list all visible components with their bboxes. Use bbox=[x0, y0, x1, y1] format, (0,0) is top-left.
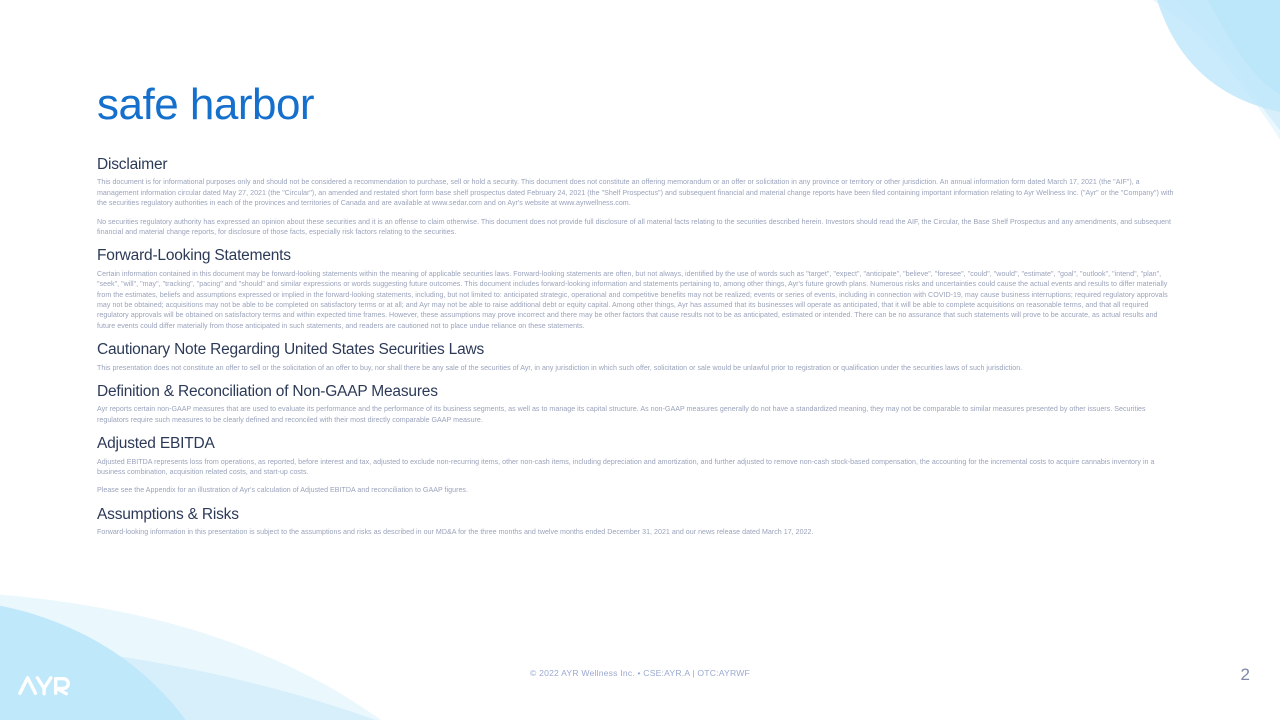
section-paragraph: This presentation does not constitute an offer to sell or the solicitation of an offer to buy, nor shall there be any sale of the securities of Ayr, in any jurisdiction in which such offer, solicitation or sale would be unlawful prior to registration or qualification under the securities laws of such jurisdiction. bbox=[97, 363, 1023, 372]
ayr-logo bbox=[18, 672, 76, 698]
deco-top-pale-blob bbox=[1010, 0, 1280, 140]
safe-harbor-content bbox=[97, 155, 1177, 538]
section-heading-assumptions-and-risks: Assumptions & Risks bbox=[97, 505, 239, 523]
section-paragraph: No securities regulatory authority has expressed an opinion about these securities and it is an offense to claim otherwise. This document does not provide full disclosure of all material facts relating to the securities described herein. Investors should read the AIF, the Circular, the Base Shelf Prospectus and any amendments, and subsequent financial and material change reports, for disclosure of those facts, especially risk factors relating to the securities. bbox=[97, 217, 1172, 236]
deco-top-light-blob bbox=[1060, 0, 1280, 130]
section-paragraph: Certain information contained in this document may be forward-looking statements within the meaning of applicable securities laws. Forward-looking statements are often, but not always, identified by the use of words such as "target", "expect", "anticipate", "believe", "foresee", "could", "would", "estimate", "goal", "outlook", "intend", "plan", "seek", "will", "may", "tracking", "pacing" and "should" and similar expressions or words suggesting future outcomes. This document includes forward-looking information and statements pertaining to, among other things, Ayr's future growth plans. Numerous risks and uncertainties could cause the actual events and results to differ materially from the estimates, beliefs and assumptions expressed or implied in the forward-looking statements, including, but not limited to: anticipated strategic, operational and competitive benefits may not be realized; events or series of events, including in connection with COVID-19, may cause business interruptions; required regulatory approvals may not be obtained; acquisitions may not be able to be completed on satisfactory terms or at all; and Ayr may not be able to raise additional debt or equity capital. Among other things, Ayr has assumed that its businesses will operate as anticipated, that it will be able to complete acquisitions on reasonable terms, and that all required regulatory approvals will be obtained on satisfactory terms and within expected time frames. However, these assumptions may prove incorrect and there may be other factors that cause results not to be as anticipated, estimated or intended. There can be no assurance that such statements will prove to be accurate, as actual results and future events could differ materially from those anticipated in such statements, and readers are cautioned not to place undue reliance on these statements. bbox=[97, 269, 1168, 330]
section-paragraph: Adjusted EBITDA represents loss from operations, as reported, before interest and tax, adjusted to exclude non-recurring items, other non-cash items, including depreciation and amortization, and further adjusted to remove non-cash stock-based compensation, the accounting for the incremental costs to acquire cannabis inventory in a business combination, acquisition related costs, and start-up costs. bbox=[97, 457, 1155, 476]
deco-top-right-curve bbox=[1148, 0, 1280, 112]
page-title: safe harbor bbox=[97, 80, 315, 129]
section-heading-non-gaap-measures: Definition & Reconciliation of Non-GAAP Measures bbox=[97, 383, 438, 400]
section-heading-forward-looking-statements: Forward-Looking Statements bbox=[97, 247, 291, 265]
section-heading-disclaimer: Disclaimer bbox=[97, 156, 168, 173]
page-number: 2 bbox=[1240, 665, 1250, 684]
section-paragraph: Please see the Appendix for an illustration of Ayr's calculation of Adjusted EBITDA and reconciliation to GAAP figures. bbox=[97, 486, 468, 495]
footer-copyright: © 2022 AYR Wellness Inc. • CSE:AYR.A | OTC:AYRWF bbox=[529, 668, 750, 678]
deco-top-mid-blob bbox=[1185, 0, 1280, 95]
deco-bottom-mid-blob bbox=[0, 600, 210, 720]
section-heading-adjusted-ebitda: Adjusted EBITDA bbox=[97, 435, 215, 453]
section-paragraph: This document is for informational purposes only and should not be considered a recommendation to purchase, sell or hold a security. This document does not constitute an offering memorandum or an offer or solicitation in any province or territory or other jurisdiction. An annual information form dated March 17, 2021 (the "AIF"), a management information circular dated May 27, 2021 (the "Circular"), an amended and restated short form base shelf prospectus dated February 24, 2021 (the "Shelf Prospectus") and subsequent financial and material change reports have been filed containing important information relating to Ayr Wellness Inc. ("Ayr" or the "Company") with the securities regulatory authorities in each of the provinces and territories of Canada and are available at www.sedar.com and on Ayr's website at www.ayrwellness.com. bbox=[97, 178, 1174, 208]
section-paragraph: Forward-looking information in this presentation is subject to the assumptions and risks as described in our MD&A for the three months and twelve months ended December 31, 2021 and our news release dated March 17, 2022. bbox=[97, 528, 814, 537]
section-heading-cautionary-note: Cautionary Note Regarding United States Securities Laws bbox=[97, 341, 485, 359]
section-paragraph: Ayr reports certain non-GAAP measures that are used to evaluate its performance and the performance of its business segments, as well as to manage its capital structure. As non-GAAP measures generally do not have a standardized meaning, they may not be comparable to similar measures presented by other issuers. Securities regulators require such measures to be clearly defined and reconciled with their most directly comparable GAAP measure. bbox=[97, 405, 1146, 424]
deco-bottom-pale-blob bbox=[0, 592, 430, 720]
